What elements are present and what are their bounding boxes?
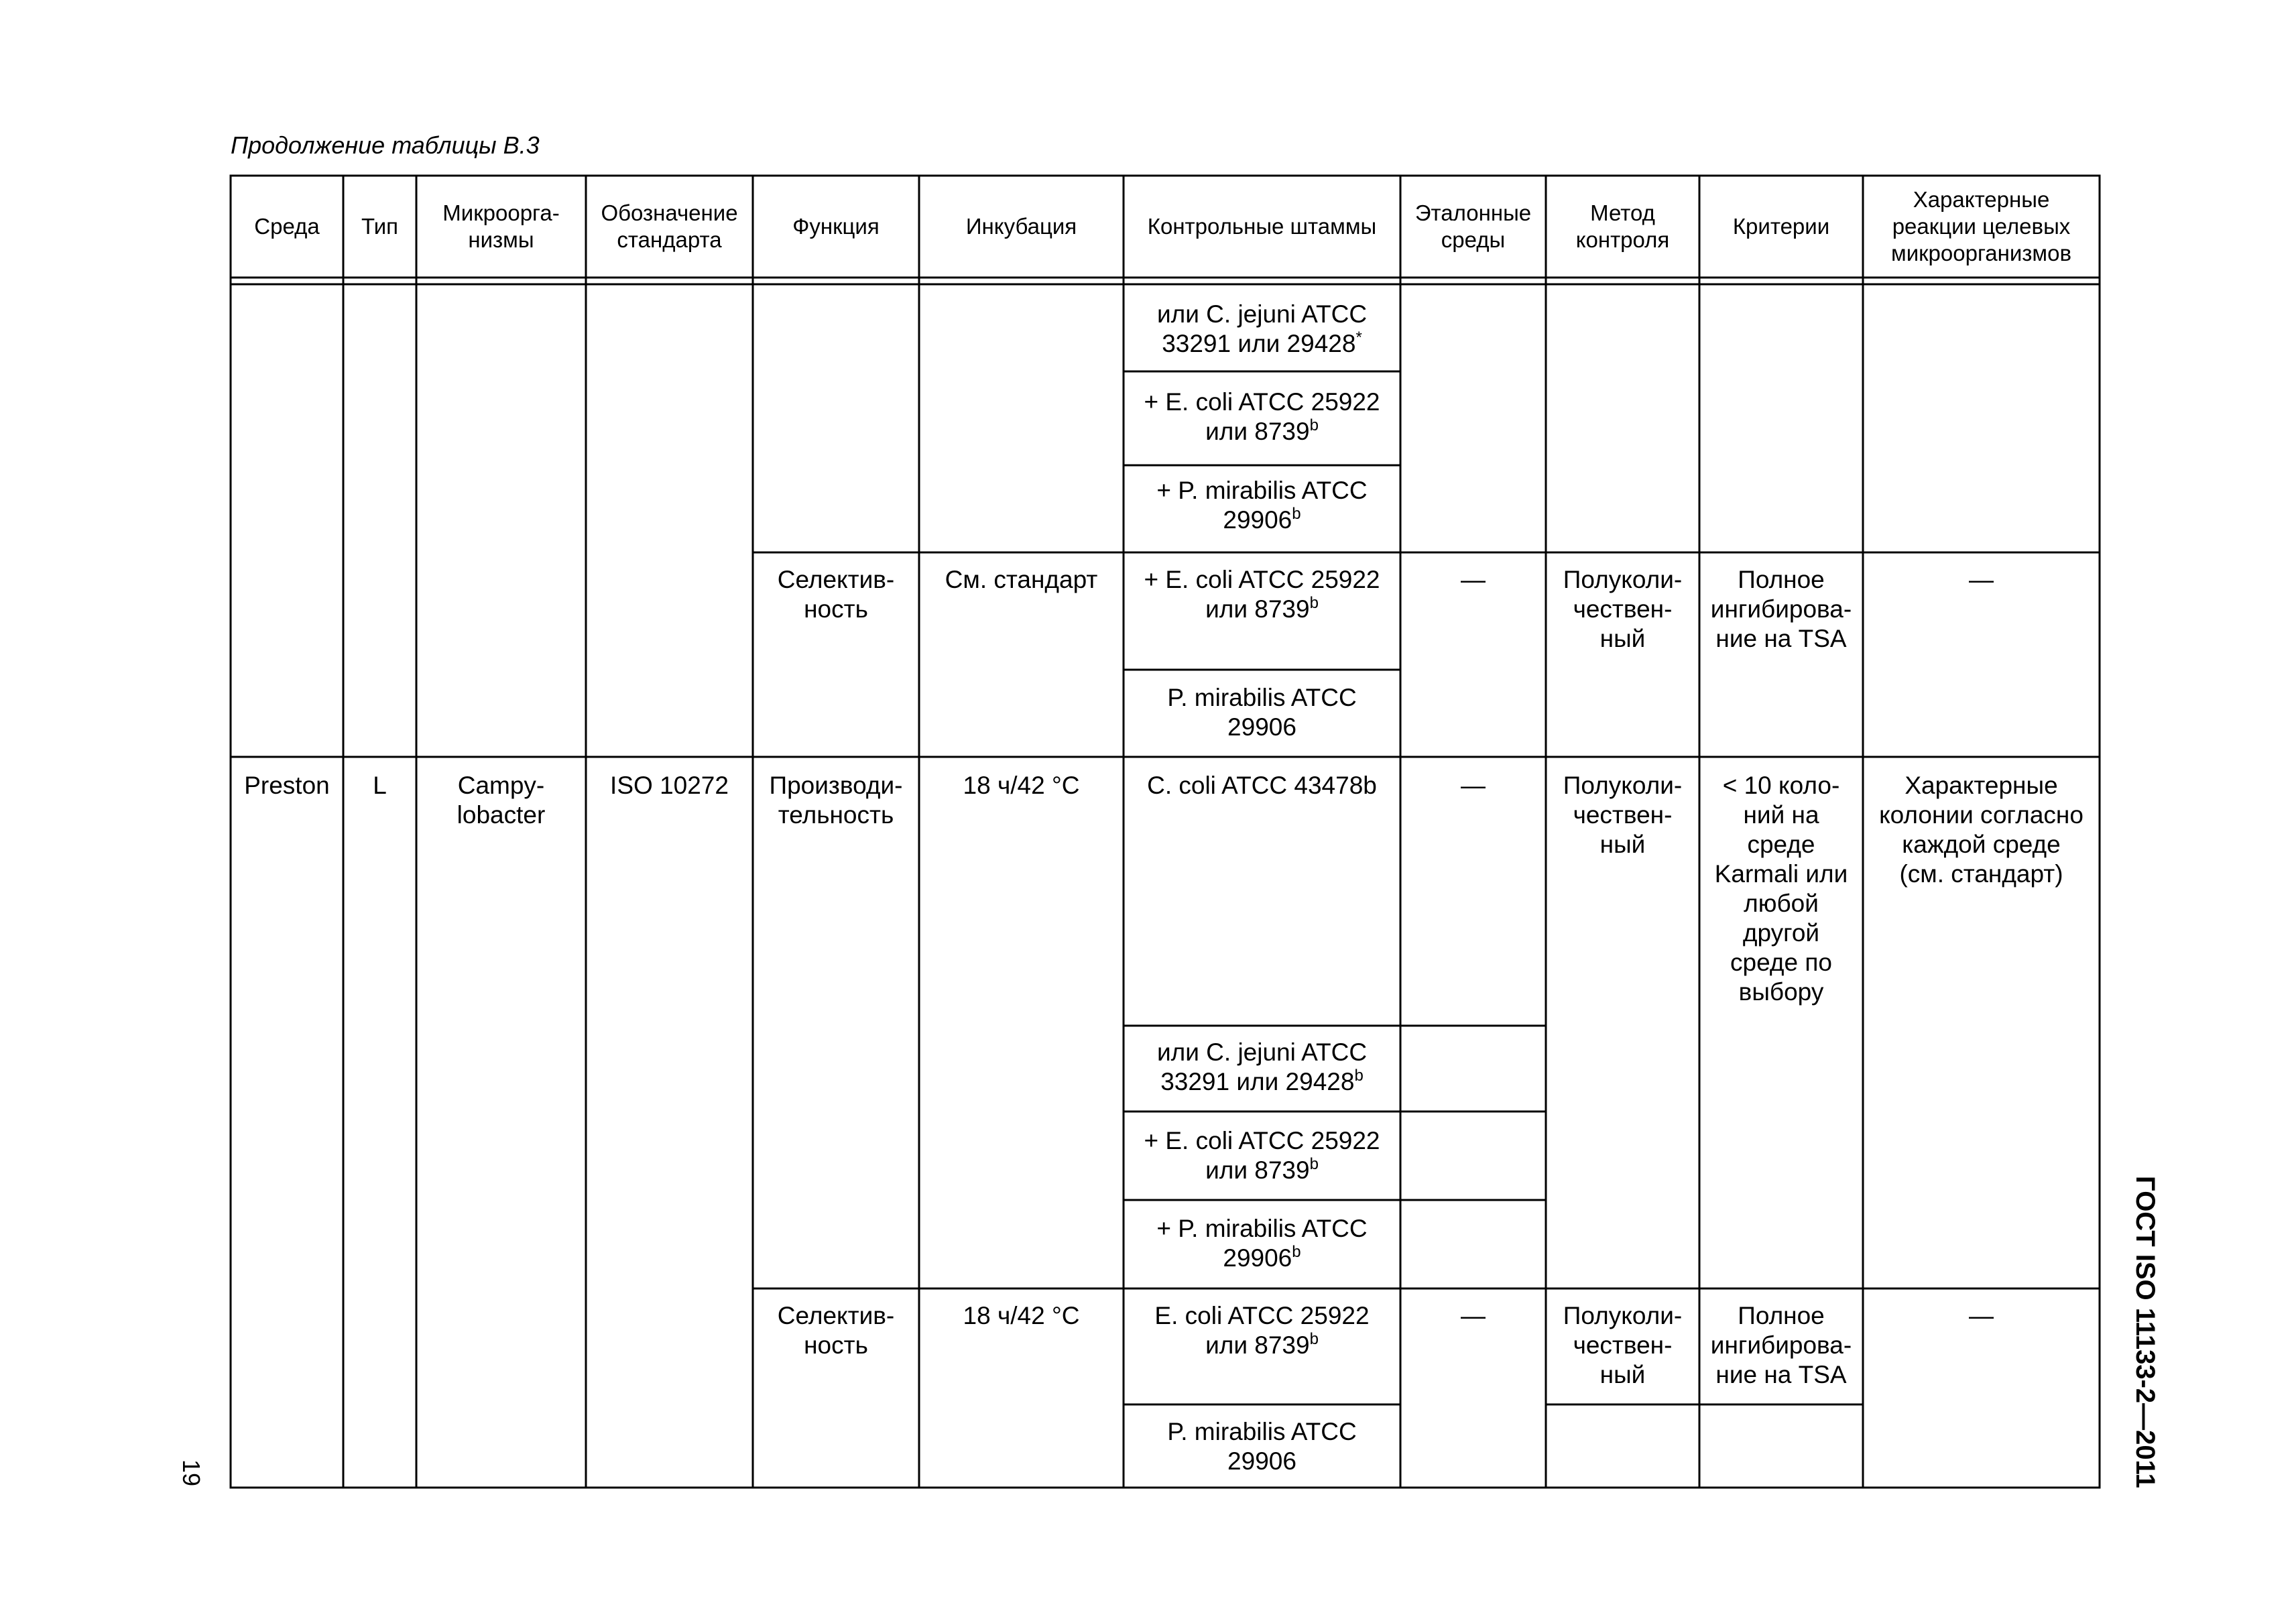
- cell-line: ность: [804, 1331, 868, 1359]
- header-line: Характерные: [1913, 187, 2050, 212]
- header-type-text: Тип: [361, 214, 398, 239]
- cell-line: ние на TSA: [1715, 625, 1847, 652]
- cell-text: 33291 или 29428: [1162, 330, 1356, 357]
- cell-line: [1128, 1331, 1396, 1360]
- footnote-mark: b: [1309, 1155, 1319, 1173]
- table-cell-function: [753, 771, 919, 830]
- table-cell-method: [1546, 565, 1699, 654]
- cell-line: + E. coli ATCC 25922: [1144, 566, 1380, 593]
- page-number: 19: [178, 1459, 205, 1487]
- cell-text: или 8739: [1205, 418, 1310, 445]
- cell-line: 29906: [1227, 1447, 1296, 1475]
- header-strains-text: Контрольные штаммы: [1147, 214, 1377, 239]
- table-cell-incubation: [919, 565, 1124, 595]
- cell-line: —: [1461, 566, 1486, 593]
- table-cell-function: [753, 565, 919, 624]
- table-cell-microorganism: [416, 771, 586, 830]
- cell-line: [1128, 329, 1396, 359]
- cell-line: C. coli ATCC 43478b: [1147, 772, 1377, 799]
- cell-line: Полуколи-: [1563, 566, 1683, 593]
- table-cell-criteria: [1699, 565, 1863, 654]
- cell-text: или 8739: [1205, 595, 1310, 623]
- header-medium: [231, 176, 343, 278]
- cell-line: Полное: [1738, 1302, 1825, 1329]
- cell-line: 18 ч/42 °С: [963, 772, 1080, 799]
- table-cell-function: [753, 1301, 919, 1360]
- footnote-mark: b: [1354, 1067, 1364, 1085]
- cell-line: < 10 коло-: [1722, 772, 1840, 799]
- cell-line: [1128, 505, 1396, 535]
- cell-line: [1128, 1156, 1396, 1185]
- table-cell-method: [1546, 771, 1699, 859]
- cell-line: тельность: [778, 801, 894, 829]
- header-medium-text: Среда: [254, 214, 320, 239]
- table-cell-criteria: [1699, 1301, 1863, 1390]
- header-line: контроля: [1575, 227, 1670, 252]
- table-cell-reactions: [1863, 1301, 2100, 1331]
- cell-line: Campy-: [457, 772, 545, 799]
- header-control-strains: [1124, 176, 1400, 278]
- cell-line: колонии согласно: [1879, 801, 2083, 829]
- cell-line: P. mirabilis ATCC: [1167, 1418, 1357, 1445]
- table-cell-type: [343, 771, 416, 800]
- cell-line: —: [1461, 772, 1486, 799]
- cell-line: ний на: [1743, 801, 1819, 829]
- header-control-method: [1546, 176, 1699, 278]
- cell-line: или C. jejuni ATCC: [1156, 300, 1368, 328]
- header-line: Метод: [1590, 200, 1655, 225]
- table-cell-medium: [231, 771, 343, 800]
- cell-line: 29906: [1227, 713, 1296, 741]
- header-line: реакции целевых: [1892, 214, 2071, 239]
- cell-line: другой: [1742, 919, 1820, 947]
- header-line: низмы: [468, 227, 534, 252]
- table-cell-strain: [1124, 771, 1400, 800]
- cell-line: чествен-: [1573, 1331, 1673, 1359]
- cell-line: Полуколи-: [1563, 1302, 1683, 1329]
- table-cell-reactions: [1863, 771, 2100, 889]
- cell-line: + E. coli ATCC 25922: [1144, 388, 1380, 416]
- cell-line: ный: [1599, 831, 1646, 858]
- table-cell-strain: [1124, 1214, 1400, 1273]
- cell-line: ингибирова-: [1710, 595, 1852, 623]
- footnote-mark: b: [1292, 505, 1301, 523]
- header-function-text: Функция: [792, 214, 880, 239]
- cell-line: Полуколи-: [1563, 772, 1683, 799]
- cell-line: [1128, 1244, 1396, 1273]
- header-line: Обозначение: [601, 200, 738, 225]
- header-reference-media: [1400, 176, 1546, 278]
- header-function: [753, 176, 919, 278]
- table-cell-reference: [1400, 1301, 1546, 1331]
- cell-line: L: [373, 772, 387, 799]
- cell-line: Селектив-: [777, 566, 895, 593]
- cell-line: Полное: [1738, 566, 1825, 593]
- cell-line: каждой среде: [1902, 831, 2061, 858]
- header-incubation-text: Инкубация: [965, 214, 1077, 239]
- header-incubation: [919, 176, 1124, 278]
- cell-line: среде: [1747, 831, 1815, 858]
- footnote-mark: b: [1292, 1243, 1301, 1261]
- table-cell-strain: [1124, 387, 1400, 446]
- footnote-mark: b: [1309, 594, 1319, 612]
- header-reactions: [1863, 176, 2100, 278]
- cell-line: любой: [1744, 890, 1819, 917]
- table-cell-criteria: [1699, 771, 1863, 1007]
- cell-line: [1128, 595, 1396, 624]
- cell-line: См. стандарт: [945, 566, 1098, 593]
- cell-line: чествен-: [1573, 801, 1673, 829]
- cell-line: или C. jejuni ATCC: [1156, 1038, 1368, 1066]
- table-cell-method: [1546, 1301, 1699, 1390]
- table-cell-reference: [1400, 771, 1546, 800]
- header-line: микроорганизмов: [1891, 241, 2071, 265]
- cell-line: ние на TSA: [1715, 1361, 1847, 1388]
- header-line: Эталонные: [1414, 200, 1532, 225]
- cell-line: Характерные: [1905, 772, 2058, 799]
- cell-line: чествен-: [1573, 595, 1673, 623]
- cell-line: [1128, 1067, 1396, 1097]
- cell-line: [1128, 417, 1396, 446]
- table-cell-strain: [1124, 1126, 1400, 1185]
- cell-text: 33291 или 29428: [1160, 1068, 1355, 1095]
- cell-line: —: [1969, 1302, 1994, 1329]
- table-cell-strain: [1124, 1038, 1400, 1097]
- table-cell-strain: [1124, 565, 1400, 624]
- cell-text: 29906: [1223, 1244, 1292, 1272]
- cell-line: + P. mirabilis ATCC: [1156, 1215, 1368, 1242]
- cell-text: 29906: [1223, 506, 1292, 534]
- cell-line: выбору: [1738, 978, 1824, 1006]
- cell-line: lobacter: [457, 801, 546, 829]
- cell-line: Селектив-: [777, 1302, 895, 1329]
- cell-line: ность: [804, 595, 868, 623]
- table-cell-reference: [1400, 565, 1546, 595]
- cell-line: Karmali или: [1714, 860, 1848, 888]
- cell-line: (см. стандарт): [1899, 860, 2063, 888]
- cell-line: E. coli ATCC 25922: [1154, 1302, 1370, 1329]
- header-microorganisms: [416, 176, 586, 278]
- cell-line: ингибирова-: [1710, 1331, 1852, 1359]
- footnote-mark: b: [1309, 1330, 1319, 1348]
- header-criteria: [1699, 176, 1863, 278]
- cell-line: —: [1461, 1302, 1486, 1329]
- table-cell-strain: [1124, 683, 1400, 742]
- table-cell-strain: [1124, 300, 1400, 359]
- cell-line: 18 ч/42 °С: [963, 1302, 1080, 1329]
- cell-line: + E. coli ATCC 25922: [1144, 1127, 1380, 1154]
- table-cell-incubation: [919, 1301, 1124, 1331]
- cell-line: + P. mirabilis ATCC: [1156, 477, 1368, 504]
- header-type: [343, 176, 416, 278]
- cell-line: ный: [1599, 625, 1646, 652]
- table-caption: Продолжение таблицы B.3: [231, 131, 540, 159]
- footnote-mark: b: [1309, 416, 1319, 434]
- header-line: стандарта: [617, 227, 722, 252]
- header-standard: [586, 176, 753, 278]
- table-cell-strain: [1124, 1301, 1400, 1360]
- header-line: среды: [1441, 227, 1506, 252]
- header-criteria-text: Критерии: [1732, 214, 1830, 239]
- cell-line: ный: [1599, 1361, 1646, 1388]
- cell-line: Preston: [244, 772, 330, 799]
- cell-line: Производи-: [769, 772, 903, 799]
- table-cell-standard: [586, 771, 753, 800]
- header-line: Микроорга-: [442, 200, 560, 225]
- cell-line: P. mirabilis ATCC: [1167, 684, 1357, 711]
- document-code: ГОСТ ISO 11133-2—2011: [2130, 1176, 2160, 1488]
- footnote-mark: *: [1355, 328, 1362, 347]
- table-cell-strain: [1124, 476, 1400, 535]
- cell-text: или 8739: [1205, 1331, 1310, 1359]
- cell-line: ISO 10272: [610, 772, 729, 799]
- cell-text: или 8739: [1205, 1156, 1310, 1184]
- table-cell-incubation: [919, 771, 1124, 800]
- table-cell-strain: [1124, 1417, 1400, 1476]
- cell-line: —: [1969, 566, 1994, 593]
- table-cell-reactions: [1863, 565, 2100, 595]
- cell-line: среде по: [1730, 949, 1832, 976]
